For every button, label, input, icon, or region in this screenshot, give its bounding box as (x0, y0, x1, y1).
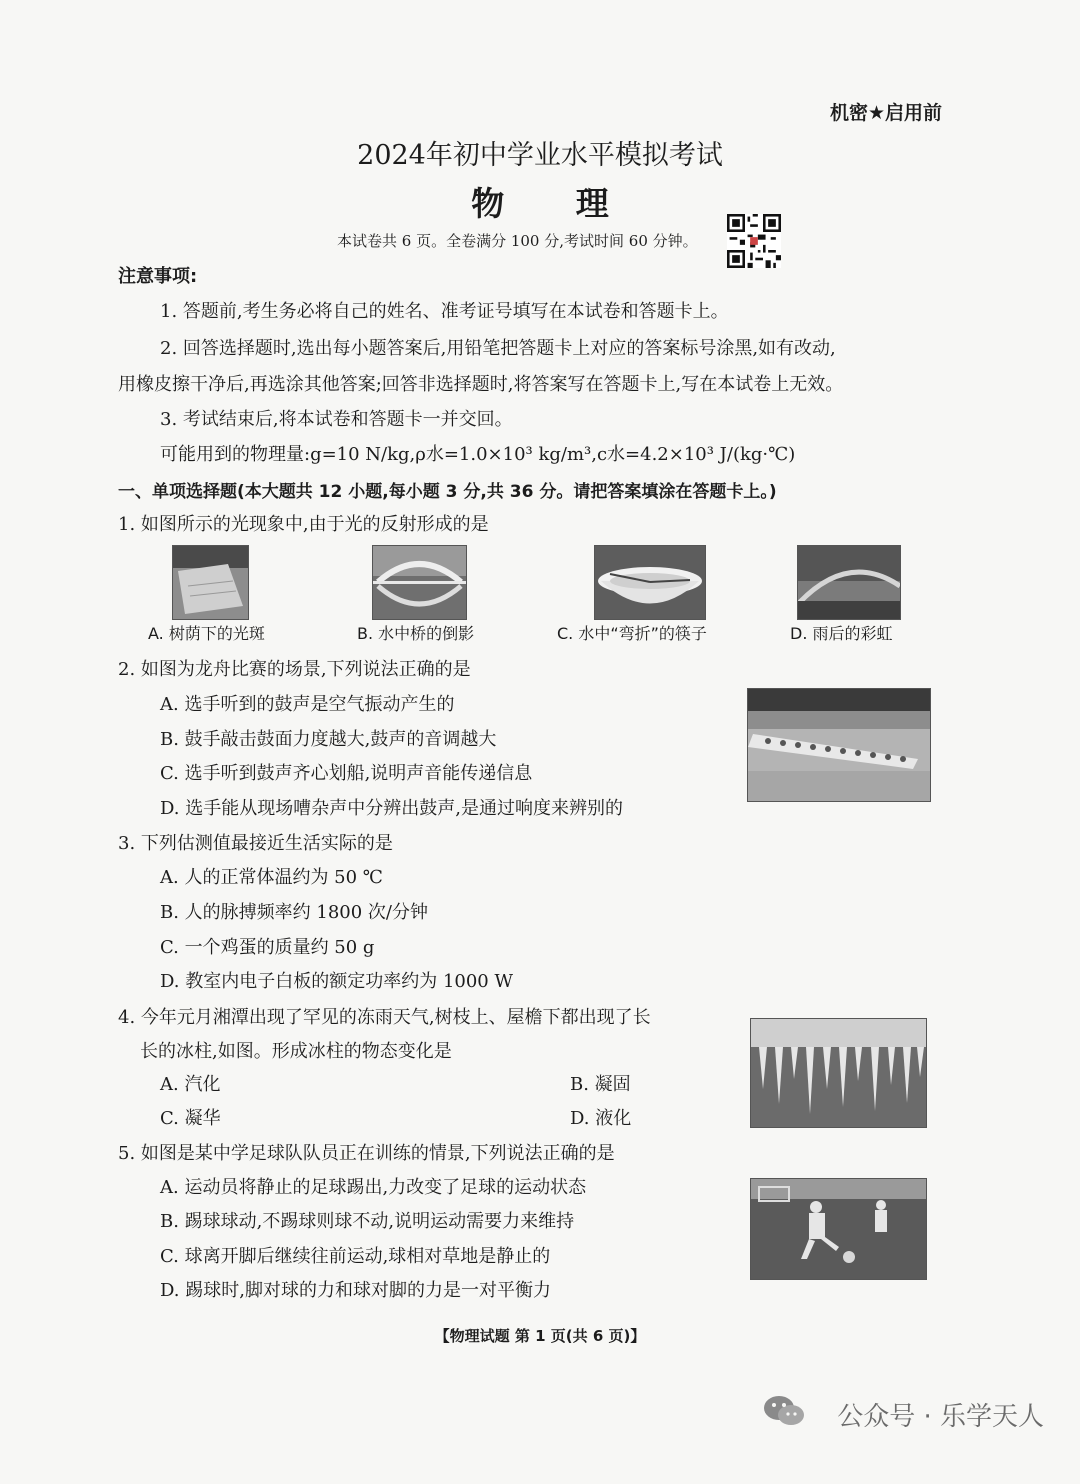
question-stem-3: 3. 下列估测值最接近生活实际的是 (118, 833, 393, 854)
option: C. 选手听到鼓声齐心划船,说明声音能传递信息 (160, 763, 533, 784)
option: D. 踢球时,脚对球的力和球对脚的力是一对平衡力 (160, 1280, 551, 1301)
subject-title: 物 理 (471, 184, 639, 223)
photo-bent-chopsticks (594, 545, 706, 620)
option: B. 人的脉搏频率约 1800 次/分钟 (160, 902, 428, 923)
note-item: 用橡皮擦干净后,再选涂其他答案;回答非选择题时,将答案写在答题卡上,写在本试卷上无效。 (118, 374, 844, 395)
watermark: 公众号 · 乐学天人 (837, 1402, 1044, 1432)
question-stem-2: 2. 如图为龙舟比赛的场景,下列说法正确的是 (118, 659, 471, 680)
option-caption: B. 水中桥的倒影 (357, 624, 475, 643)
option: A. 汽化 (160, 1074, 221, 1095)
confidential-label: 机密★启用前 (829, 102, 942, 124)
option: A. 运动员将静止的足球踢出,力改变了足球的运动状态 (160, 1177, 587, 1198)
option: B. 凝固 (570, 1074, 631, 1095)
notes-heading: 注意事项: (118, 266, 198, 287)
note-item: 3. 考试结束后,将本试卷和答题卡一并交回。 (160, 409, 513, 430)
question-stem-4-cont: 长的冰柱,如图。形成冰柱的物态变化是 (140, 1041, 452, 1062)
option: A. 人的正常体温约为 50 ℃ (160, 867, 383, 888)
qr-code-icon (727, 214, 781, 268)
exam-title: 2024年初中学业水平模拟考试 (357, 140, 723, 171)
option-caption: D. 雨后的彩虹 (790, 624, 893, 643)
photo-soccer-training (750, 1178, 927, 1280)
physical-constants: 可能用到的物理量:g=10 N/kg,ρ水=1.0×10³ kg/m³,c水=4.2×10³ J/(kg·℃) (160, 444, 796, 465)
exam-info: 本试卷共 6 页。全卷满分 100 分,考试时间 60 分钟。 (337, 232, 698, 250)
option: B. 鼓手敲击鼓面力度越大,鼓声的音调越大 (160, 729, 497, 750)
question-stem-5: 5. 如图是某中学足球队队员正在训练的情景,下列说法正确的是 (118, 1143, 615, 1164)
photo-rainbow (797, 545, 901, 620)
option-caption: C. 水中“弯折”的筷子 (557, 624, 707, 643)
note-item: 1. 答题前,考生务必将自己的姓名、准考证号填写在本试卷和答题卡上。 (160, 301, 729, 322)
option: C. 凝华 (160, 1108, 221, 1129)
option-caption: A. 树荫下的光斑 (148, 624, 265, 643)
option: D. 液化 (570, 1108, 632, 1129)
photo-bridge-reflection (372, 545, 467, 620)
option: B. 踢球球动,不踢球则球不动,说明运动需要力来维持 (160, 1211, 575, 1232)
question-stem-1: 1. 如图所示的光现象中,由于光的反射形成的是 (118, 514, 489, 535)
question-stem-4: 4. 今年元月湘潭出现了罕见的冻雨天气,树枝上、屋檐下都出现了长 (118, 1007, 651, 1028)
page-footer: 【物理试题 第 1 页(共 6 页)】 (434, 1327, 646, 1345)
option: C. 一个鸡蛋的质量约 50 g (160, 937, 375, 958)
option: A. 选手听到的鼓声是空气振动产生的 (160, 694, 455, 715)
photo-dragon-boat (747, 688, 931, 802)
wechat-icon (762, 1393, 806, 1429)
option: D. 选手能从现场嘈杂声中分辨出鼓声,是通过响度来辨别的 (160, 798, 623, 819)
photo-icicles (750, 1018, 927, 1128)
option: D. 教室内电子白板的额定功率约为 1000 W (160, 971, 513, 992)
note-item: 2. 回答选择题时,选出每小题答案后,用铅笔把答题卡上对应的答案标号涂黑,如有改动, (160, 338, 836, 359)
section-heading: 一、单项选择题(本大题共 12 小题,每小题 3 分,共 36 分。请把答案填涂在答题卡上。) (118, 482, 777, 502)
option: C. 球离开脚后继续往前运动,球相对草地是静止的 (160, 1246, 551, 1267)
photo-light-spots (172, 545, 249, 620)
